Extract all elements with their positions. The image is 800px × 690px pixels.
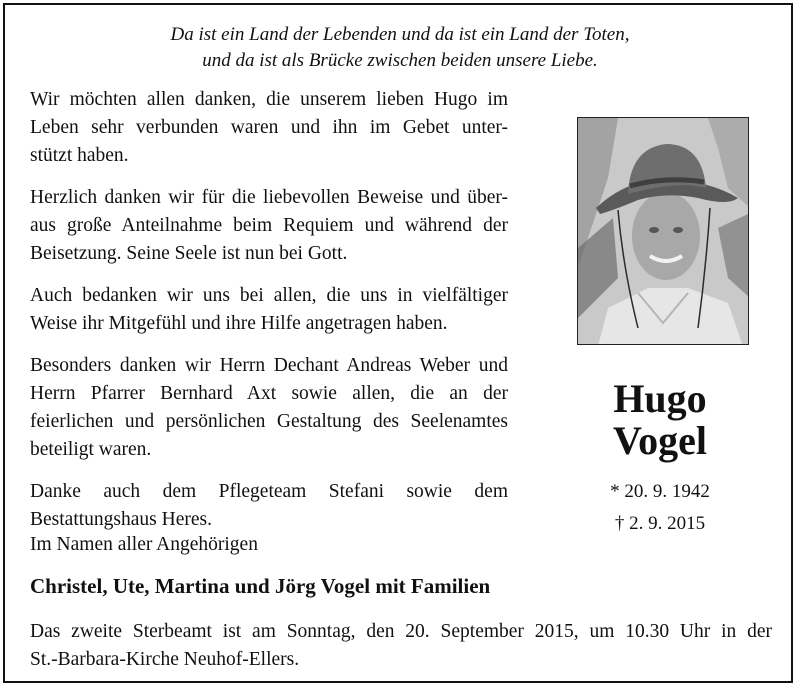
text-line: Weise ihr Mitgefühl und ihre Hilfe angetragen haben.	[30, 313, 448, 334]
thank-you-text	[30, 86, 508, 548]
text-line: Leben sehr verbunden waren und ihn im Gebet unter-	[30, 117, 508, 138]
paragraph	[30, 86, 508, 170]
paragraph	[30, 184, 508, 268]
life-dates	[560, 476, 760, 540]
signoff: Im Namen aller Angehörigen	[30, 534, 258, 555]
motto-line-2: und da ist als Brücke zwischen beiden unsere Liebe.	[202, 50, 598, 71]
last-name: Vogel	[612, 418, 708, 463]
deceased-name	[560, 378, 760, 462]
text-line: stützt haben.	[30, 145, 129, 166]
service-announcement	[30, 618, 772, 674]
text-line: Wir möchten allen danken, die unserem lieben Hugo im	[30, 89, 508, 110]
family-names: Christel, Ute, Martina und Jörg Vogel mit Familien	[30, 574, 491, 598]
paragraph	[30, 478, 508, 534]
text-line: beteiligt waren.	[30, 439, 152, 460]
motto	[0, 22, 800, 74]
paragraph	[30, 352, 508, 464]
first-name: Hugo	[613, 376, 707, 421]
portrait-image	[578, 118, 749, 345]
birth-date: * 20. 9. 1942	[610, 481, 710, 502]
death-date: † 2. 9. 2015	[614, 513, 706, 534]
text-line: Danke auch dem Pflegeteam Stefani sowie dem	[30, 481, 508, 502]
text-line: Auch bedanken wir uns bei allen, die uns in vielfältiger	[30, 285, 508, 306]
motto-line-1: Da ist ein Land der Lebenden und da ist ein Land der Toten,	[170, 24, 630, 45]
text-line: St.-Barbara-Kirche Neuhof-Ellers.	[30, 649, 300, 670]
text-line: Besonders danken wir Herrn Dechant Andreas Weber und	[30, 355, 508, 376]
text-line: aus große Anteilnahme beim Requiem und während der	[30, 215, 508, 236]
text-line: feierlichen und persönlichen Gestaltung des Seelenamtes	[30, 411, 508, 432]
text-line: Beisetzung. Seine Seele ist nun bei Gott.	[30, 243, 348, 264]
paragraph	[30, 282, 508, 338]
text-line: Bestattungshaus Heres.	[30, 509, 212, 530]
text-line: Das zweite Sterbeamt ist am Sonntag, den 20. September 2015, um 10.30 Uhr in der	[30, 621, 772, 642]
portrait-photo	[577, 117, 749, 345]
text-line: Herrn Pfarrer Bernhard Axt sowie allen, die an der	[30, 383, 508, 404]
text-line: Herzlich danken wir für die liebevollen Beweise und über-	[30, 187, 508, 208]
